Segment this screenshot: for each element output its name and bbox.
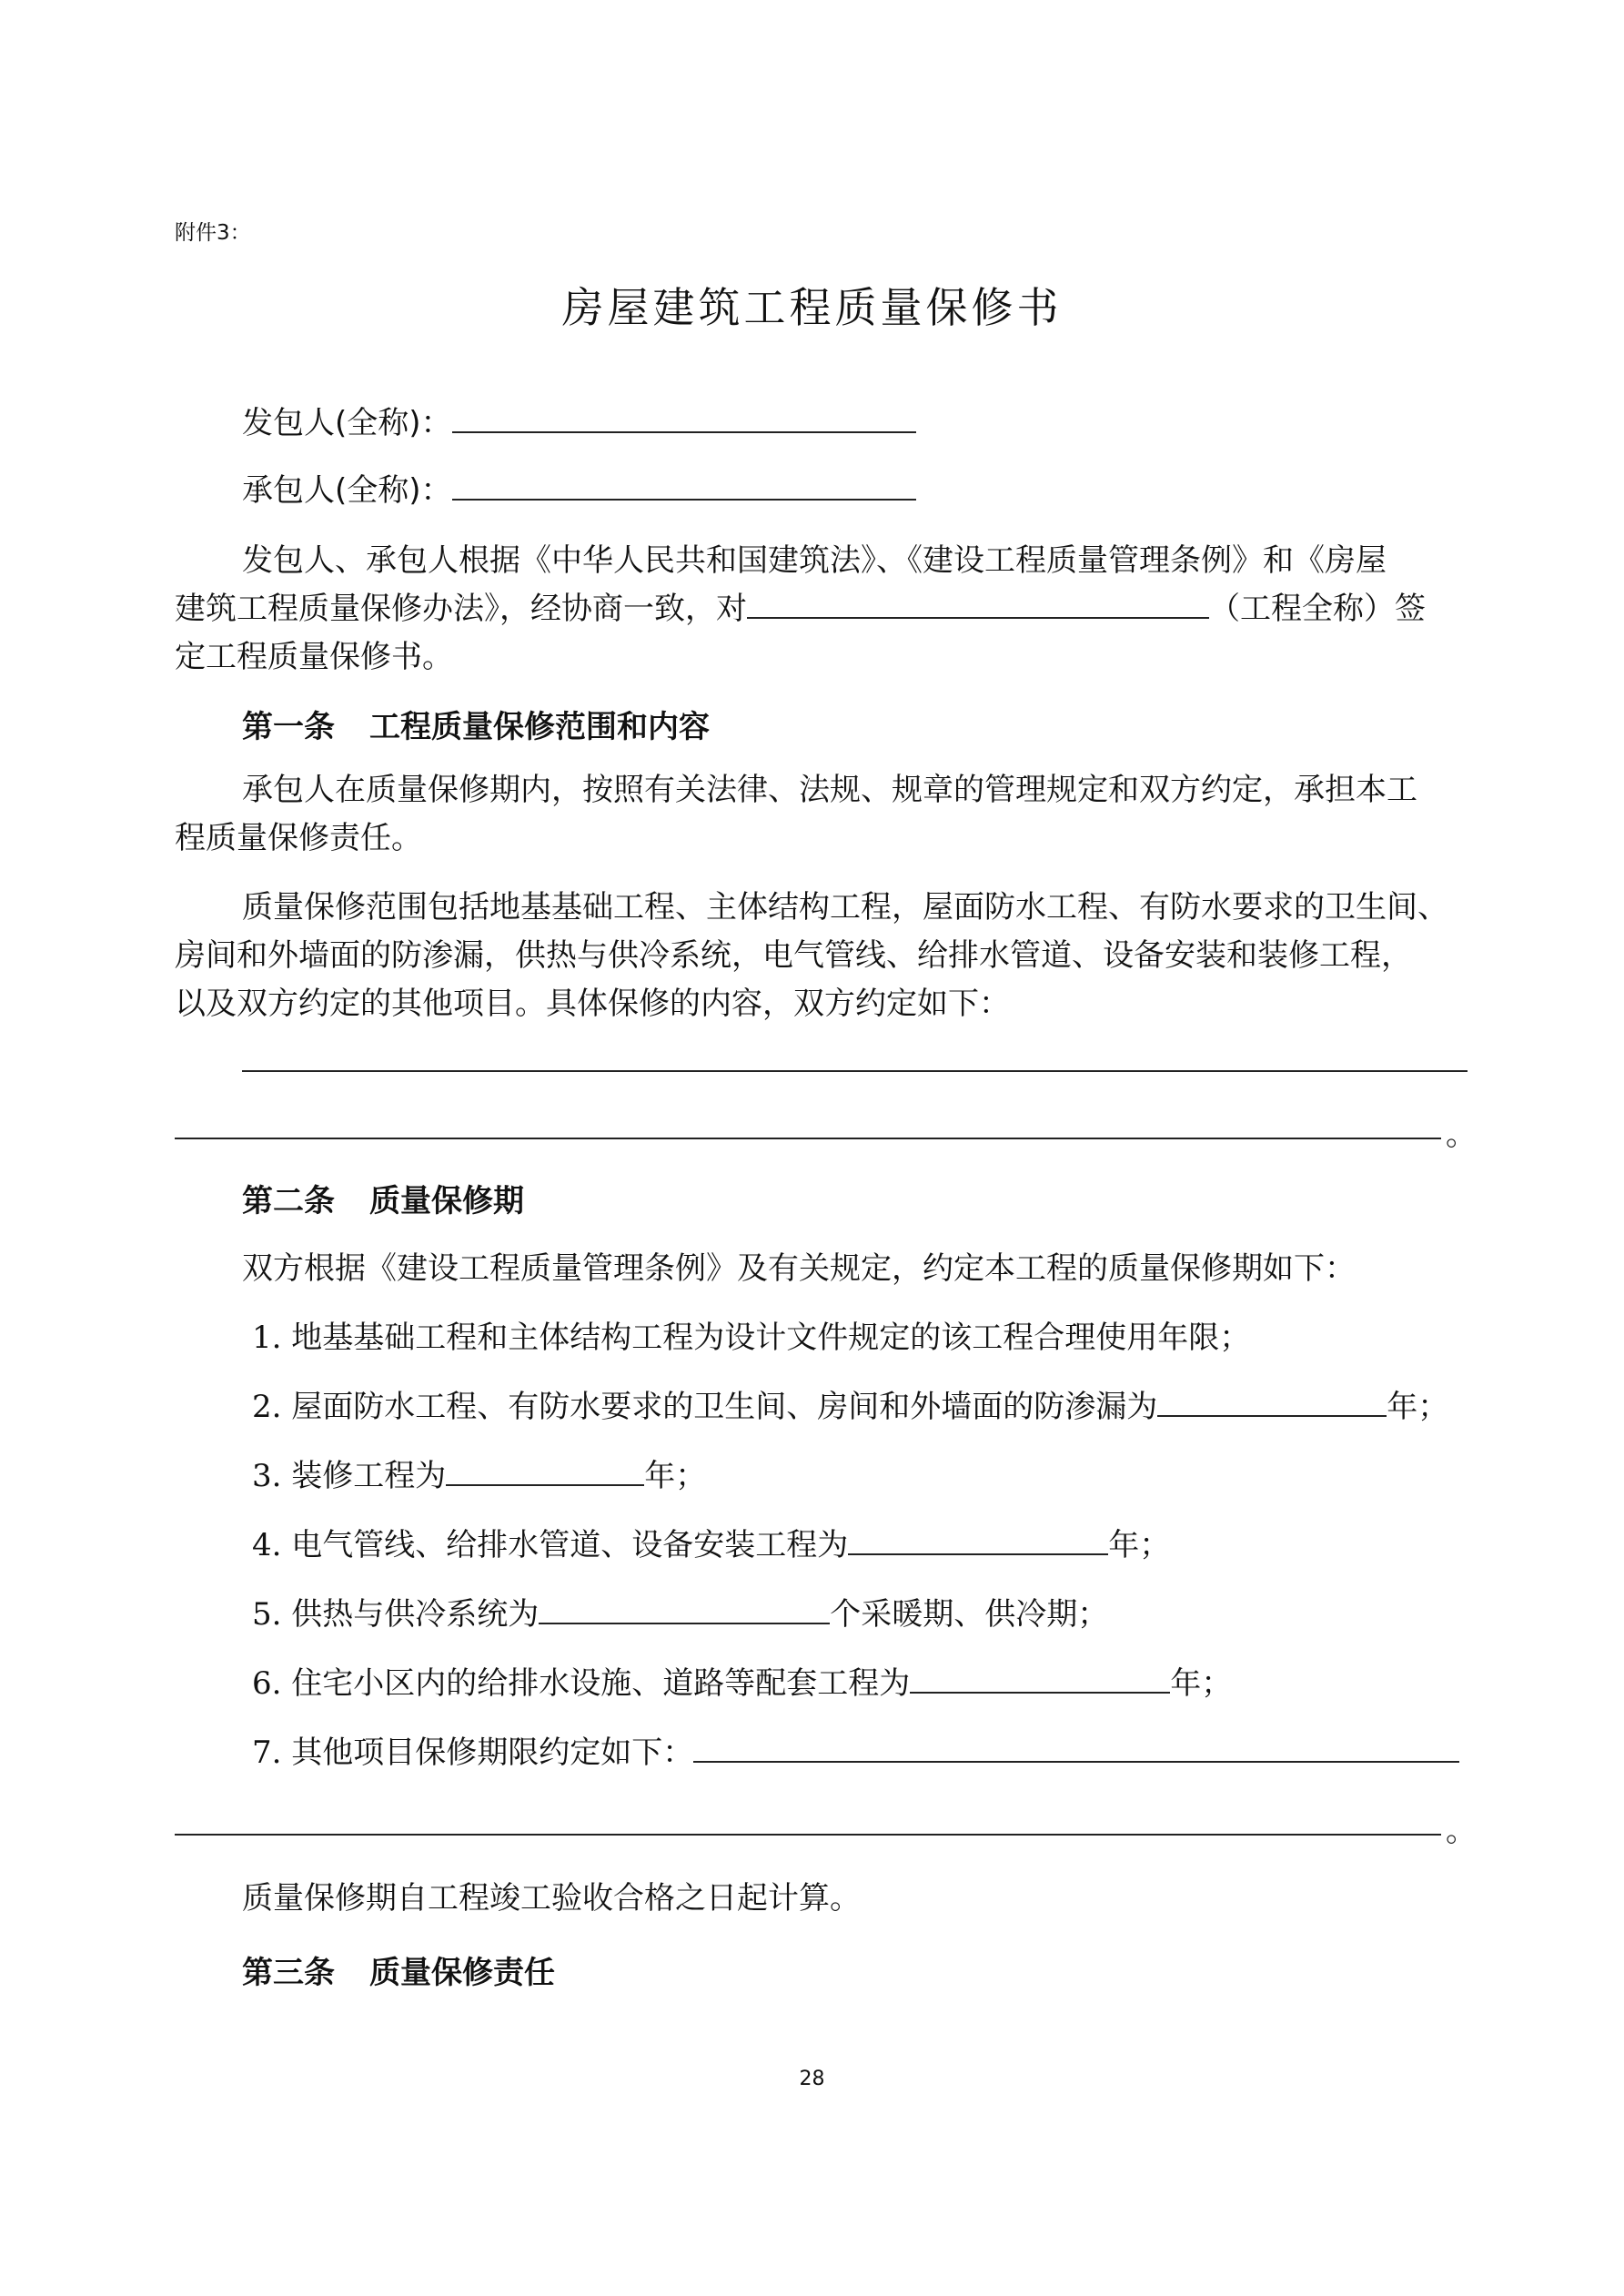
- item-text: 地基基础工程和主体结构工程为设计文件规定的该工程合理使用年限；: [291, 1320, 1251, 1356]
- item-suffix: 年；: [644, 1458, 707, 1494]
- item-7-other-field[interactable]: [693, 1730, 1459, 1763]
- article-3-title: 质量保修责任: [369, 1955, 555, 1991]
- page-number: 28: [799, 2068, 825, 2090]
- item-number: 6.: [252, 1665, 282, 1702]
- item-number: 1.: [252, 1320, 282, 1356]
- article-1-p1-line-2: 程质量保修责任。: [175, 820, 422, 856]
- attachment-label: 附件3：: [175, 221, 251, 245]
- article-1-content-blank-2[interactable]: [175, 1138, 1441, 1139]
- article-1-content-blank-1[interactable]: [242, 1070, 1468, 1072]
- article-1-heading: [242, 702, 710, 746]
- warranty-item-6: [252, 1658, 1232, 1710]
- item-text: 住宅小区内的给排水设施、道路等配套工程为: [291, 1665, 911, 1702]
- item-number: 7.: [252, 1735, 282, 1771]
- article-1-end-mark: 。: [1446, 1117, 1477, 1153]
- contractor-row: [242, 465, 916, 517]
- item-text: 屋面防水工程、有防水要求的卫生间、房间和外墙面的防渗漏为: [291, 1389, 1158, 1425]
- item-text: 电气管线、给排水管道、设备安装工程为: [291, 1527, 849, 1563]
- article-2-intro: 双方根据《建设工程质量管理条例》及有关规定，约定本工程的质量保修期如下：: [242, 1250, 1356, 1287]
- article-2-end-mark: 。: [1446, 1813, 1477, 1849]
- intro-line-1: 发包人、承包人根据《中华人民共和国建筑法》、《建设工程质量管理条例》和《房屋: [242, 542, 1387, 579]
- item-number: 4.: [252, 1527, 282, 1563]
- item-suffix: 个采暖期、供冷期；: [830, 1596, 1109, 1633]
- warranty-item-3: [252, 1451, 706, 1502]
- intro-line-2: [175, 583, 1426, 635]
- project-name-field[interactable]: [747, 586, 1209, 619]
- item-suffix: 年；: [1108, 1527, 1171, 1563]
- intro-line-2-b: （工程全称）签: [1209, 591, 1426, 627]
- contractor-name-field[interactable]: [452, 468, 916, 501]
- item-4-years-field[interactable]: [848, 1522, 1108, 1555]
- article-3-heading: [242, 1947, 555, 1992]
- article-3-number: 第三条: [242, 1955, 335, 1991]
- article-1-p2-line-2: 房间和外墙面的防渗漏，供热与供冷系统，电气管线、给排水管道、设备安装和装修工程，: [175, 937, 1412, 974]
- item-text: 供热与供冷系统为: [291, 1596, 540, 1633]
- item-6-years-field[interactable]: [910, 1661, 1170, 1694]
- document-title: 房屋建筑工程质量保修书: [561, 283, 1063, 332]
- item-5-periods-field[interactable]: [539, 1592, 830, 1624]
- item-7-continuation-blank[interactable]: [175, 1834, 1441, 1836]
- article-1-p1-line-1: 承包人在质量保修期内，按照有关法律、法规、规章的管理规定和双方约定，承担本工: [242, 772, 1417, 808]
- item-suffix: 年；: [1387, 1389, 1449, 1425]
- article-1-title: 工程质量保修范围和内容: [369, 709, 710, 745]
- employer-label: 发包人(全称)：: [242, 405, 452, 441]
- warranty-item-2: [252, 1381, 1448, 1433]
- intro-line-3: 定工程质量保修书。: [175, 639, 453, 675]
- warranty-item-5: [252, 1589, 1108, 1641]
- article-1-p2-line-1: 质量保修范围包括地基基础工程、主体结构工程，屋面防水工程、有防水要求的卫生间、: [242, 889, 1448, 925]
- article-2-title: 质量保修期: [369, 1183, 524, 1219]
- intro-line-2-a: 建筑工程质量保修办法》，经协商一致，对: [175, 591, 747, 627]
- employer-row: [242, 398, 916, 450]
- item-2-years-field[interactable]: [1157, 1384, 1387, 1417]
- warranty-item-1: [252, 1312, 1250, 1364]
- warranty-item-7: [252, 1727, 1459, 1779]
- contractor-label: 承包人(全称)：: [242, 472, 452, 509]
- article-1-number: 第一条: [242, 709, 335, 745]
- warranty-item-4: [252, 1520, 1170, 1572]
- item-number: 5.: [252, 1596, 282, 1633]
- article-2-heading: [242, 1176, 524, 1220]
- article-2-number: 第二条: [242, 1183, 335, 1219]
- item-text: 其他项目保修期限约定如下：: [291, 1735, 694, 1771]
- warranty-start-note: 质量保修期自工程竣工验收合格之日起计算。: [242, 1880, 861, 1917]
- article-1-p2-line-3: 以及双方约定的其他项目。具体保修的内容，双方约定如下：: [175, 986, 1010, 1022]
- item-number: 3.: [252, 1458, 282, 1494]
- item-number: 2.: [252, 1389, 282, 1425]
- item-suffix: 年；: [1170, 1665, 1233, 1702]
- item-3-years-field[interactable]: [446, 1453, 644, 1486]
- employer-name-field[interactable]: [452, 400, 916, 433]
- item-text: 装修工程为: [291, 1458, 447, 1494]
